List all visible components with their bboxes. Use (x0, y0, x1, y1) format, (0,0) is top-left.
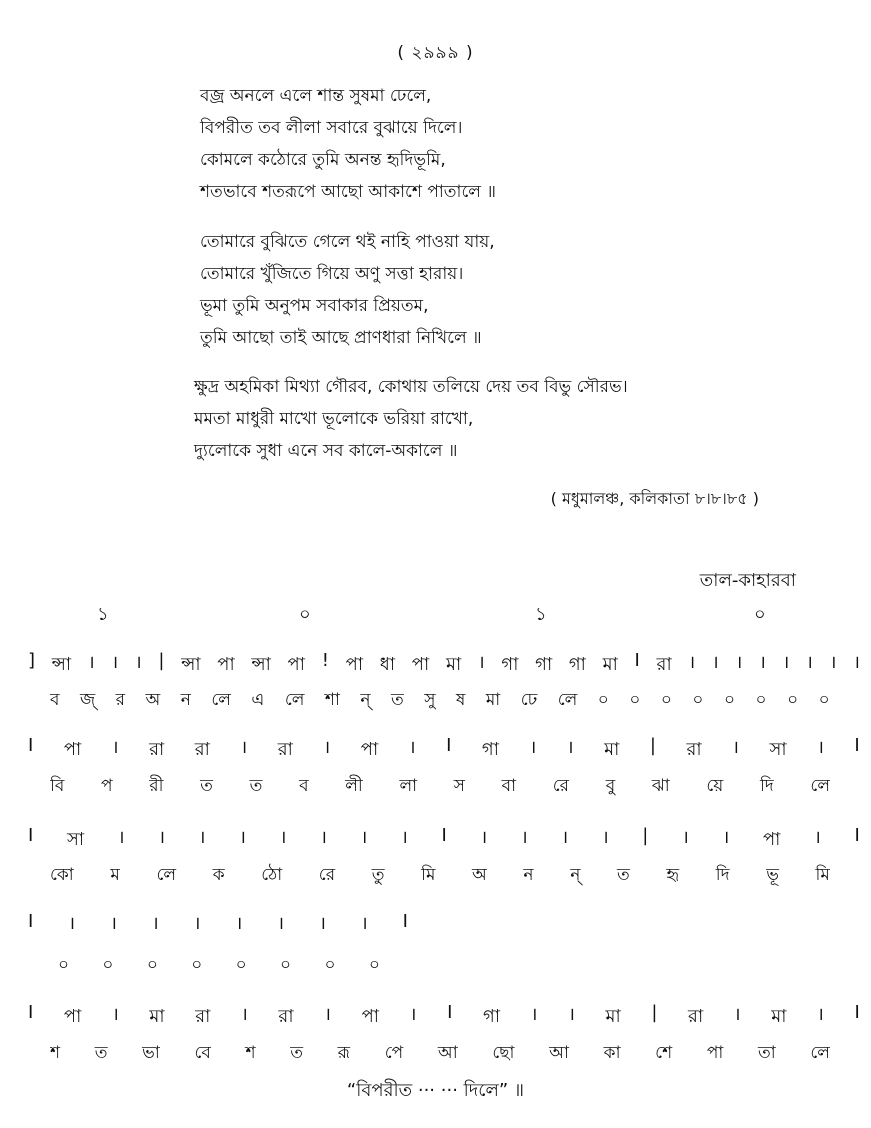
swara-note: রা (278, 1006, 294, 1027)
swara-note: I (28, 1002, 34, 1023)
lyric-syllable: ০ (102, 955, 114, 975)
lyric-syllable: ব (299, 776, 309, 796)
swara-row (28, 650, 860, 681)
swara-note: । (323, 737, 331, 758)
poem-line: তোমারে বুঝিতে গেলে থই নাহি পাওয়া যায়, (200, 232, 495, 252)
lyric-syllable: সু (424, 690, 436, 710)
swara-note: মা (149, 1006, 165, 1027)
swara-note: । (806, 652, 813, 673)
swara-note: পা (287, 654, 305, 675)
poem-stanza-1 (200, 80, 800, 208)
poem-line: তুমি আছো তাই আছে প্রাণধারা নিখিলে ॥ (200, 328, 482, 348)
swara-note: I (854, 735, 860, 756)
lyric-syllable: পা (706, 1043, 724, 1063)
swara-note: ধা (379, 654, 396, 675)
swara-note: । (198, 827, 206, 848)
lyric-syllable: ত (391, 690, 404, 710)
poem-stanza-2 (200, 226, 800, 354)
swara-note: । (782, 652, 790, 673)
swara-note: । (117, 827, 125, 848)
lyric-syllable: ত (200, 776, 213, 796)
swara-note: রা (656, 654, 672, 675)
swara-note: সা (66, 829, 85, 850)
swara-note: । (529, 737, 537, 758)
lyric-syllable: শে (655, 1043, 673, 1063)
lyric-syllable: ০ (723, 690, 736, 710)
swara-note: । (235, 913, 243, 934)
poem-line: ক্ষুদ্র অহমিকা মিথ্যা গৌরব, কোথায় তলিয়ে দেয় তব বিভু সৌরভ। (194, 377, 628, 397)
lyric-syllable: ০ (280, 955, 292, 975)
swara-note: । (239, 827, 246, 848)
swara-note: গা (483, 1006, 501, 1027)
lyric-syllable: ০ (597, 690, 609, 710)
lyric-syllable: স (453, 776, 465, 796)
swara-note: । (722, 827, 730, 848)
swara-note: I (854, 825, 860, 846)
swara-note: | (649, 735, 656, 756)
lyric-syllable: অ (472, 865, 487, 885)
lyric-syllable: কা (603, 1043, 621, 1063)
swara-note: পা (762, 829, 781, 850)
swara-row (28, 911, 408, 935)
swara-note: । (134, 652, 142, 673)
lyric-row (50, 1040, 830, 1068)
swara-note: । (817, 737, 824, 758)
swara-note: মা (445, 654, 462, 675)
poem-line: মমতা মাধুরী মাখো ভূলোকে ভরিয়া রাখো, (194, 409, 474, 429)
swara-note: । (277, 913, 285, 934)
beat-marker: ০ (299, 604, 311, 625)
lyric-row (50, 687, 830, 715)
lyric-syllable: দি (715, 865, 730, 885)
lyric-syllable: ম (110, 865, 120, 885)
poem-line: তোমারে খুঁজিতে গিয়ে অণু সত্তা হারায়। (200, 264, 464, 284)
lyric-syllable: বা (501, 776, 517, 796)
lyric-syllable: লে (284, 690, 305, 710)
lyric-syllable: ০ (235, 955, 247, 975)
swara-note: । (360, 827, 368, 848)
lyric-syllable: ঝা (651, 776, 670, 796)
swara-note: I (28, 825, 34, 846)
swara-note: । (735, 652, 743, 673)
swara-note: । (682, 827, 689, 848)
poem-line: ভূমা তুমি অনুপম সবাকার প্রিয়তম, (200, 296, 429, 316)
swara-note: । (324, 1004, 331, 1025)
swara-note: । (688, 652, 696, 673)
swara-note: রা (686, 739, 702, 760)
swara-note: I (634, 650, 640, 671)
swara-note: । (601, 827, 609, 848)
lyric-syllable: ০ (58, 955, 70, 975)
swara-note: | (158, 650, 165, 671)
poem-stanza-3 (194, 371, 794, 467)
swara-note: মা (605, 1006, 621, 1027)
swara-note: । (193, 913, 201, 934)
swara-note: । (711, 652, 719, 673)
swara-note: পা (345, 654, 364, 675)
swara-note: পা (63, 739, 82, 760)
swara-note: । (480, 827, 488, 848)
lyric-syllable: ন্ (570, 865, 581, 885)
poem-line: বিপরীত তব লীলা সবারে বুঝায়ে দিলে। (200, 118, 463, 138)
swara-note: পা (411, 654, 430, 675)
lyric-syllable: প (101, 776, 113, 796)
lyric-syllable: ন (523, 865, 534, 885)
lyric-row (50, 773, 830, 801)
lyric-syllable: রে (552, 776, 569, 796)
lyric-syllable: ন (180, 690, 191, 710)
swara-note: I (28, 735, 34, 756)
lyric-syllable: রী (149, 776, 164, 796)
lyric-syllable: মা (485, 690, 501, 710)
lyric-syllable: তু (371, 865, 385, 885)
swara-row (28, 1002, 860, 1033)
swara-note: । (530, 1004, 538, 1025)
lyric-syllable: ত (617, 865, 630, 885)
swara-note: I (447, 1002, 453, 1023)
swara-note: ন্সা (181, 654, 201, 675)
swara-note: । (758, 652, 766, 673)
swara-note: | (651, 1002, 658, 1023)
swara-note: । (320, 827, 327, 848)
lyric-syllable: লে (557, 690, 578, 710)
lyric-syllable: আ (437, 1043, 458, 1063)
beat-marker: ১ (97, 604, 109, 625)
swara-note: পা (63, 1006, 82, 1027)
lyric-syllable: ব (50, 690, 60, 710)
poem-line: বজ্র অনলে এলে শান্ত সুষমা ঢেলে, (200, 86, 432, 106)
swara-row (28, 825, 860, 856)
beat-marker: ০ (754, 604, 766, 625)
lyric-syllable: ত (290, 1043, 303, 1063)
swara-note: ন্সা (251, 654, 271, 675)
swara-note: রা (195, 1006, 211, 1027)
lyric-syllable: বু (605, 776, 616, 796)
lyric-syllable: শ (245, 1043, 256, 1063)
swara-note: । (853, 652, 860, 673)
lyric-syllable: লে (810, 1043, 830, 1063)
swara-note: মা (602, 654, 618, 675)
swara-note: পা (360, 739, 379, 760)
swara-note: ! (321, 650, 329, 671)
lyric-syllable: ক (212, 865, 225, 885)
swara-note: । (158, 827, 166, 848)
swara-note: । (732, 737, 739, 758)
beat-marker: ১ (535, 604, 547, 625)
lyric-syllable: বি (50, 776, 65, 796)
lyric-syllable: ষ (456, 690, 466, 710)
swara-note: ন্সা (51, 654, 72, 675)
swara-note: । (829, 652, 837, 673)
lyric-syllable: মি (421, 865, 436, 885)
poem-line: কোমলে কঠোরে তুমি অনন্ত হৃদিভূমি, (200, 150, 446, 170)
refrain: “বিপরীত ··· ··· দিলে” ॥ (346, 1080, 525, 1101)
lyric-syllable: জ্ (79, 690, 96, 710)
swara-note: | (642, 825, 649, 846)
swara-note: I (441, 825, 447, 846)
swara-note: । (111, 737, 119, 758)
swara-note: গা (501, 654, 519, 675)
swara-note: । (814, 827, 821, 848)
lyric-syllable: ০ (629, 690, 641, 710)
swara-note: । (568, 1004, 575, 1025)
lyric-syllable: ০ (660, 690, 672, 710)
lyric-row (50, 862, 830, 890)
swara-note: I (854, 1002, 860, 1023)
swara-note: । (561, 827, 569, 848)
lyric-syllable: ০ (692, 690, 704, 710)
swara-note: I (446, 735, 452, 756)
lyric-syllable: অ (145, 690, 161, 710)
lyric-row (58, 952, 380, 980)
lyric-syllable: র (115, 690, 126, 710)
swara-note: । (240, 737, 248, 758)
swara-note: । (566, 737, 574, 758)
swara-note: । (68, 913, 76, 934)
lyric-syllable: ০ (191, 955, 203, 975)
lyric-syllable: ত (94, 1043, 108, 1063)
swara-note: । (240, 1004, 248, 1025)
lyric-syllable: লে (211, 690, 231, 710)
lyric-syllable: মি (815, 865, 830, 885)
lyric-syllable: ছো (492, 1043, 515, 1063)
lyric-syllable: য়ে (706, 776, 724, 796)
swara-note: । (111, 652, 119, 673)
swara-note: গা (568, 654, 586, 675)
swara-note: মা (771, 1006, 787, 1027)
lyric-syllable: ০ (324, 955, 336, 975)
swara-note: সা (769, 739, 787, 760)
lyric-syllable: ঠো (261, 865, 283, 885)
swara-note: । (151, 913, 159, 934)
swara-note: গা (535, 654, 553, 675)
swara-note: । (111, 1004, 119, 1025)
swara-note: রা (149, 739, 165, 760)
swara-note: I (28, 911, 34, 932)
poem-line: দ্যুলোকে সুধা এনে সব কালে-অকালে ॥ (194, 441, 458, 461)
lyric-syllable: রে (318, 865, 336, 885)
swara-note: । (408, 737, 416, 758)
lyric-syllable: কো (50, 865, 74, 885)
lyric-syllable: ০ (818, 690, 830, 710)
swara-note: । (110, 913, 117, 934)
lyric-syllable: দি (759, 776, 774, 796)
lyric-syllable: ন্ (360, 690, 371, 710)
swara-row (28, 735, 860, 766)
swara-note: । (401, 827, 408, 848)
swara-note: রা (194, 739, 210, 760)
swara-note: রা (688, 1006, 704, 1027)
lyric-syllable: ত (249, 776, 263, 796)
lyric-syllable: লে (810, 776, 830, 796)
lyric-syllable: রূ (337, 1043, 351, 1063)
lyric-syllable: হৃ (666, 865, 680, 885)
swara-note: । (87, 652, 95, 673)
lyric-syllable: ০ (755, 690, 767, 710)
swara-note: । (520, 827, 528, 848)
swara-note: । (733, 1004, 741, 1025)
lyric-syllable: শ (50, 1043, 61, 1063)
swara-note: রা (277, 739, 293, 760)
song-number: ( ২৯৯৯ ) (397, 43, 474, 63)
lyric-syllable: ০ (787, 690, 799, 710)
swara-note: । (409, 1004, 417, 1025)
swara-note: । (477, 652, 485, 673)
lyric-syllable: ০ (368, 955, 380, 975)
swara-note: মা (604, 739, 620, 760)
swara-note: । (319, 913, 326, 934)
taal-label: তাল-কাহারবা (699, 570, 796, 591)
lyric-syllable: শা (324, 690, 340, 710)
swara-note: । (360, 913, 368, 934)
swara-note: পা (361, 1006, 380, 1027)
lyric-syllable: আ (549, 1043, 569, 1063)
lyric-syllable: তা (757, 1043, 776, 1063)
swara-note: গা (481, 739, 499, 760)
poem-line: শতভাবে শতরূপে আছো আকাশে পাতালে ॥ (200, 182, 496, 202)
swara-note: ] (28, 650, 36, 671)
attribution: ( মধুমালঞ্চ, কলিকাতা ৮।৮।৮৫ ) (550, 489, 759, 508)
swara-note: I (402, 911, 408, 932)
lyric-syllable: এ (251, 690, 265, 710)
lyric-syllable: ভূ (766, 865, 779, 885)
lyric-syllable: ঢে (520, 690, 538, 710)
swara-note: । (817, 1004, 824, 1025)
lyric-syllable: লে (156, 865, 177, 885)
swara-note: পা (217, 654, 235, 675)
lyric-syllable: লী (345, 776, 363, 796)
lyric-syllable: ভা (142, 1043, 160, 1063)
lyric-syllable: ০ (146, 955, 158, 975)
lyric-syllable: পে (384, 1043, 404, 1063)
lyric-syllable: বে (194, 1043, 211, 1063)
swara-note: । (279, 827, 287, 848)
lyric-syllable: লা (399, 776, 418, 796)
